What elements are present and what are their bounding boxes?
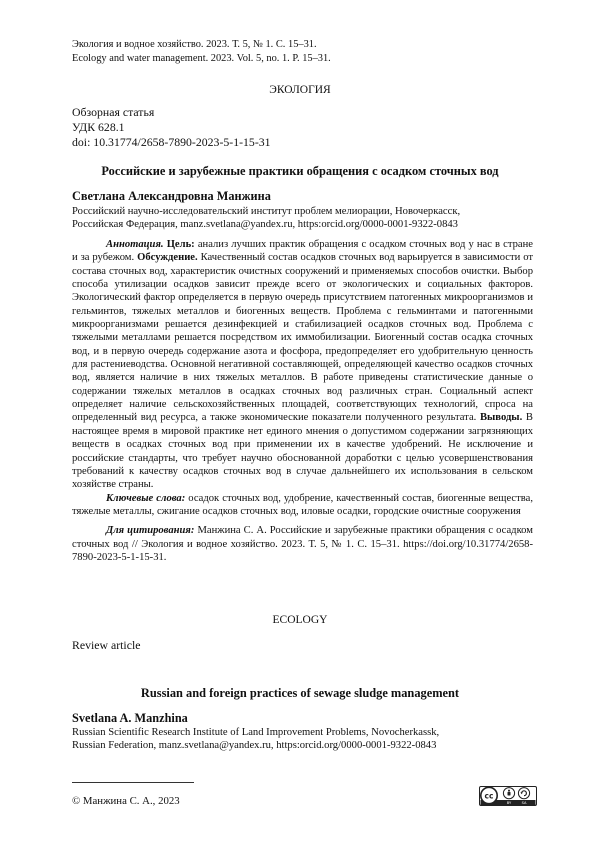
journal-header: [72, 38, 331, 66]
goal-text: анализ лучших практик обращения с осадком сточных вод у нас в стране и за рубежом.: [72, 239, 534, 264]
footnote-rule: [72, 782, 194, 783]
affiliation-line-1: Российский научно-исследовательский институт проблем мелиорации, Новочеркасск,: [72, 206, 461, 217]
keywords-paragraph: [72, 492, 533, 519]
citation-label: Для цитирования:: [106, 525, 195, 537]
article-meta-ru: [72, 105, 271, 150]
section-heading-en: ECOLOGY: [272, 614, 328, 626]
article-title-ru: Российские и зарубежные практики обращения с осадком сточных вод: [101, 164, 499, 178]
doi-ru: doi: 10.31774/2658-7890-2023-5-1-15-31: [72, 135, 271, 149]
conclusions-text: В настоящее время в мировой практике нет единого мнения о допустимом содержании загрязняющих веществ в осадках сточных вод при применении их в качестве удобрений. Не исключение и российские стандарты, что требует научно обоснованной доработки с целью усовершенствования требований к качеству осадков сточных вод в случае дальнейшего их использования в сельском хозяйстве страны.: [72, 412, 533, 491]
keywords-text: осадок сточных вод, удобрение, качественный состав, биогенные вещества, тяжелые металлы, сжигание осадков сточных вод, иловые осадки, городские очистные сооружения: [72, 492, 533, 517]
article-type-en: Review article: [72, 638, 141, 652]
author-affiliation-ru: [72, 205, 542, 232]
keywords-label: Ключевые слова:: [106, 492, 186, 504]
abstract-ru: [72, 238, 533, 564]
affiliation-line-2: Российская Федерация, manz.svetlana@yandex.ru, https:orcid.org/0000-0001-9322-0843: [72, 219, 458, 231]
citation-paragraph: [72, 524, 533, 564]
discussion-label: Обсуждение.: [137, 252, 198, 264]
article-type-ru: Обзорная статья: [72, 105, 155, 119]
udk-code: УДК 628.1: [72, 120, 125, 134]
affiliation-line-2: Russian Federation, manz.svetlana@yandex.ru, https:orcid.org/0000-0001-9322-0843: [72, 740, 437, 752]
article-title-en: Russian and foreign practices of sewage sludge management: [140, 686, 460, 700]
author-name-ru: Светлана Александровна Манжина: [72, 189, 271, 203]
cc-text: cc: [484, 791, 494, 801]
author-affiliation-en: [72, 726, 542, 753]
by-text: BY: [506, 801, 512, 806]
discussion-text: Качественный состав осадков сточных вод варьируется в зависимости от состава сточных вод, характеристик очистных сооружений и применяемых способов очистки. Выбор способа утилизации осадков зависит прежде всего от экологических и социальных факторов. Экологический фактор определяется в первую очередь присутствием патогенных микроорганизмов и гельминтов, тяжелых металлов и биогенных веществ. Проблема с гельминтами и патогенными микроорганизмами решается дезинфекцией и стабилизацией осадков сточных вод. Проблема с тяжелыми металлами решается посредством их иммобилизации. Биогенный состав осадка сточных вод, и в первую очередь содержание азота и фосфора, предопределяет его удобрительную ценность для растениеводства. Основной негативной составляющей, определяющей качество осадков сточных вод, является наличие в них тяжелых металлов. В работе приведены статистические данные о содержании тяжелых металлов в осадках сточных вод различных стран. Социальный аспект определяет наличие сельскохозяйственных площадей, соответствующих технологий, спроса на определенный вид ресурса, а также экономические показатели полученного результата.: [72, 252, 533, 424]
abstract-label: Аннотация.: [106, 239, 164, 250]
journal-header-en: Ecology and water management. 2023. Vol. 5, no. 1. P. 15–31.: [72, 53, 331, 64]
affiliation-line-1: Russian Scientific Research Institute of Land Improvement Problems, Novocherkassk,: [72, 727, 440, 738]
conclusions-label: Выводы.: [479, 412, 523, 424]
goal-label: Цель:: [166, 239, 195, 250]
cc-by-sa-icon: [479, 786, 537, 806]
sa-text: SA: [521, 801, 527, 806]
journal-header-ru: Экология и водное хозяйство. 2023. Т. 5, № 1. С. 15–31.: [72, 39, 317, 50]
section-heading-ru: ЭКОЛОГИЯ: [269, 84, 331, 96]
author-name-en: Svetlana A. Manzhina: [72, 711, 188, 725]
abstract-paragraph: [72, 238, 533, 492]
citation-text: Манжина С. А. Российские и зарубежные практики обращения с осадком сточных вод // Экология и водное хозяйство. 2023. Т. 5, № 1. С. 15–31. https://doi.org/10.31774/2658-7890-2023-5-1-15-31.: [72, 525, 533, 563]
copyright-notice: © Манжина С. А., 2023: [72, 795, 180, 807]
